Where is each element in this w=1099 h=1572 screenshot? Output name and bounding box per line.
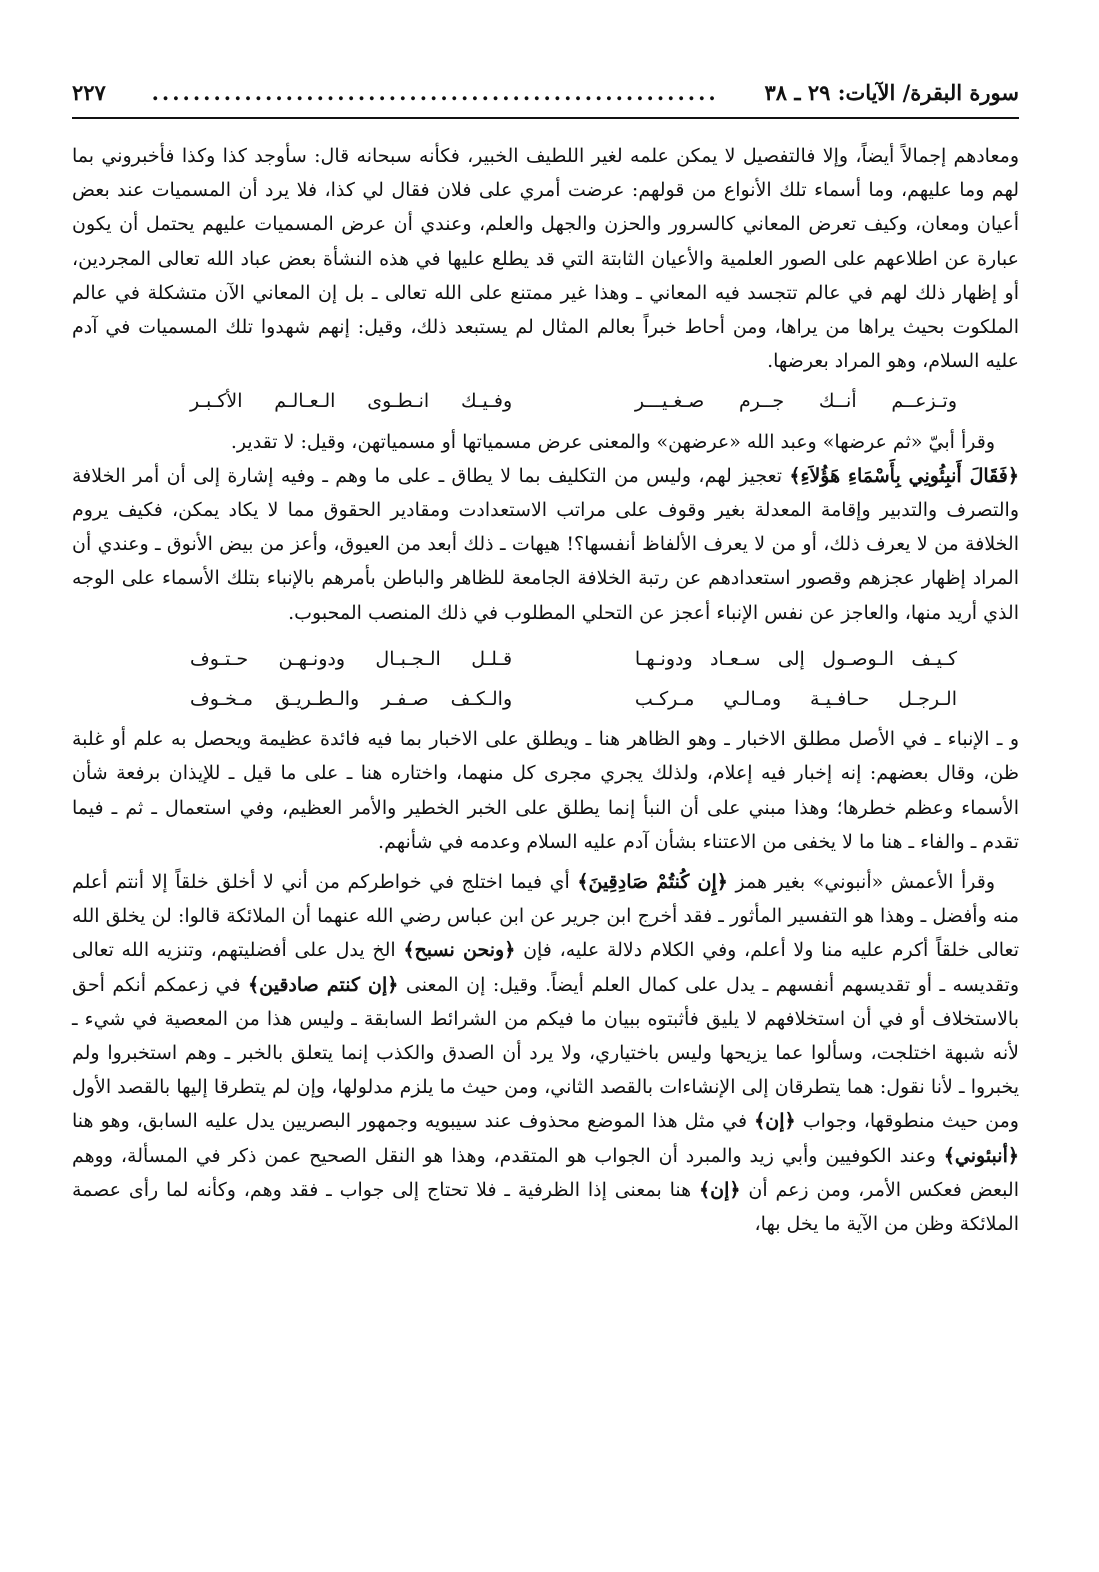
verse-line-3 [72,682,1019,716]
leader-dots: ....................................................... [151,80,719,105]
quran-quote: ﴿أنبئوني﴾ [943,1144,1019,1167]
page-number: ٢٢٧ [72,80,106,105]
paragraph-2: وقرأ أبيّ «ثم عرضها» وعبد الله «عرضهن» والمعنى عرض مسمياتها أو مسمياتهن، وقيل: لا تقدير. [230,430,995,453]
quran-quote: ﴿إن﴾ [754,1110,796,1133]
paragraph-1: ومعادهم إجمالاً أيضاً، وإلا فالتفصيل لا يمكن علمه لغير اللطيف الخبير، فكأنه سبحانه قال: سأوجد كذا وكذا فأخبروني بما لهم وما عليهم، وما أسماء تلك الأنواع من قولهم: عرضت أمري على فلان فقال لي كذا، فلا يرد أن المسميات عند بعض أعيان ومعان، وكيف تعرض المعاني كالسرور والحزن والجهل والعلم، وعندي أن عرض المسميات عليهم يحتمل أن يكون عبارة عن اطلاعهم على الصور العلمية والأعيان الثابتة التي قد يطلع عليها في هذه النشأة بعض عباد الله تعالى المجردين، أو إظهار ذلك لهم في عالم تتجسد فيه المعاني ـ وهذا غير ممتنع على الله تعالى ـ بل إن المعاني الآن متشكلة في عالم الملكوت بحيث يراها من يراها، ومن أحاط خبراً بعالم المثال لم يستبعد ذلك، وقيل: إنهم شهدوا تلك المسميات في آدم عليه السلام، وهو المراد بعرضها. [72,145,1019,373]
quran-quote: ﴿إن﴾ [699,1178,741,1201]
paragraph-5-text-5: في مثل هذا الموضع محذوف عند سيبويه وجمهور البصريين يدل عليه السابق، وهو هنا [72,1110,755,1133]
verse-1-second-hemistich: وفـيـك انـطـوى الـعـالـم الأكـبـر [190,390,513,413]
running-head-title: سورة البقرة/ الآيات: ٢٩ ـ ٣٨ [764,80,1019,105]
paragraph-5-text-4: في زعمكم أنكم أحق بالاستخلاف أو في أن استخلافهم لا يليق فأثبتوه ببيان ما فيكم من الشرائط السابقة ـ وليس هذا من المعصية في شيء ـ لأنه شبهة اختلجت، وسألوا عما يزيحها وليس باختياري، ولا يرد أن الصدق والكذب إنما يتعلق بالخبر ـ وهم استخبروا ولم يخبروا ـ لأنا نقول: هما يتطرقان إلى الإنشاءات بالقصد الثاني، ومن حيث ما يلزم مدلولها، وإن لم يتطرقا إليها بالقصد الأول ومن حيث منطوقها، وجواب [72,973,1019,1133]
paragraph-5-text-6: وعند الكوفيين وأبي زيد والمبرد أن الجواب هو المتقدم، وهذا هو النقل الصحيح عمن ذكر في المسألة، ووهم البعض فعكس الأمر، ومن زعم أن [72,1144,1019,1201]
verse-3-second-hemistich: والـكـف صـفـر والـطـريـق مـخـوف [190,688,513,711]
running-head [72,80,1019,119]
paragraph-5-text-7: هنا بمعنى إذا الظرفية ـ فلا تحتاج إلى جواب ـ فقد وهم، وكأنه لما رأى عصمة الملائكة وظن من الآية ما يخل بها، [72,1178,1019,1236]
verse-2-second-hemistich: قـلـل الـجـبـال ودونـهـن حـتـوف [190,647,513,670]
quran-quote: ﴿فَقَالَ أَنبِئُونِي بِأَسْمَاءِ هَؤُلاَءِ﴾ [789,464,1019,487]
verse-line-2 [72,642,1019,676]
quran-quote: ﴿إن كنتم صادقين﴾ [248,973,399,996]
quran-quote: ﴿ونحن نسبح﴾ [403,939,516,962]
verse-2-first-hemistich: كـيـف الـوصـول إلى سـعـاد ودونـهـا [634,647,957,670]
quran-quote: ﴿إِن كُنتُمْ صَادِقِينَ﴾ [577,871,728,894]
paragraph-5-text-3: الخ يدل على أفضليتهم، وتنزيه الله تعالى وتقديسه ـ أو تقديسهم أنفسهم ـ يدل على كمال العلم أيضاً. وقيل: إن المعنى [72,939,1020,996]
verse-line-1 [72,384,1019,418]
verse-3-first-hemistich: الـرجـل حـافـيـة ومـالـي مـركـب [634,688,957,711]
paragraph-3-text: تعجيز لهم، وليس من التكليف بما لا يطاق ـ على ما وهم ـ وفيه إشارة إلى أن أمر الخلافة والتصرف والتدبير وإقامة المعدلة بغير وقوف على مراتب الاستعدادت ومقادير الحقوق مما لا يكاد يمكن، فكيف يروم الخلافة من لا يعرف ذلك، أو من لا يعرف الألفاظ أنفسها؟! هيهات ـ ذلك أبعد من العيوق، وأعز من بيض الأنوق ـ وعندي أن المراد إظهار عجزهم وقصور استعدادهم عن رتبة الخلافة الجامعة للظاهر والباطن بأمرهم بالإنباء بتلك الأسماء على الوجه الذي أريد منها، والعاجز عن نفس الإنباء أعجز عن التحلي المطلوب في ذلك المنصب المحبوب. [72,464,1019,624]
paragraph-5-text-2: أي فيما اختلج في خواطركم من أني لا أخلق خلقاً إلا أنتم أعلم منه وأفضل ـ وهذا هو التفسير المأثور ـ فقد أخرج ابن جرير عن ابن عباس رضي الله عنهما أن الملائكة قالوا: لن يخلق الله تعالى خلقاً أكرم عليه منا ولا أعلم، وفي الكلام دلالة عليه، فإن [72,871,1020,962]
paragraph-4: و ـ الإنباء ـ في الأصل مطلق الاخبار ـ وهو الظاهر هنا ـ ويطلق على الاخبار بما فيه فائدة عظيمة ويحصل به علم أو غلبة ظن، وقال بعضهم: إنه إخبار فيه إعلام، ولذلك يجري مجرى كل منهما، واختاره هنا ـ على ما قيل ـ للإيذان برفعة شأن الأسماء وعظم خطرها؛ وهذا مبني على أن النبأ إنما يطلق على الخبر الخطير والأمر العظيم، وفي استعمال ـ ثم ـ فيما تقدم ـ والفاء ـ هنا ما لا يخفى من الاعتناء بشأن آدم عليه السلام وعدمه في شأنهم. [72,728,1020,853]
paragraph-5 [72,865,1019,1241]
paragraph-5-text-1: وقرأ الأعمش «أنبوني» بغير همز [727,871,995,894]
paragraph-3 [72,459,1019,630]
verse-1-first-hemistich: وتـزعــم أنــك جــرم صـغـيـــر [634,390,957,413]
